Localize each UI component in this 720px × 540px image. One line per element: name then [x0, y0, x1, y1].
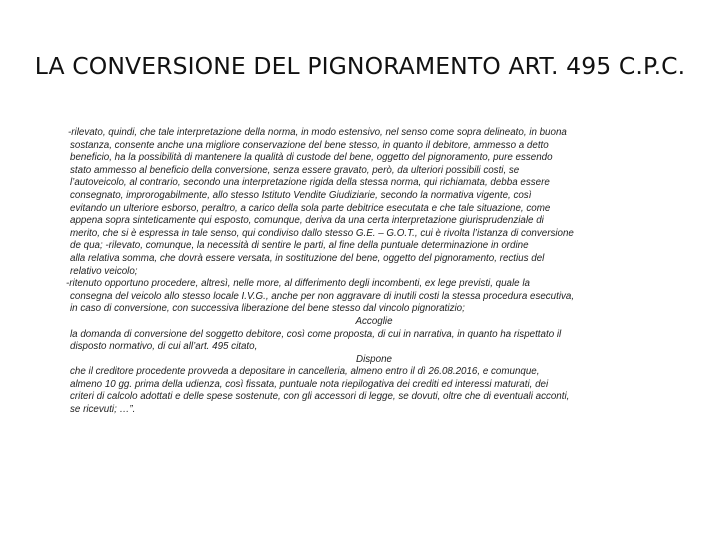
body-line: stato ammesso al beneficio della conversione, senza essere gravato, però, da ulteriori possibili costi, se: [70, 164, 520, 176]
body-line: -ritenuto opportuno procedere, altresì, nelle more, al differimento degli incombenti, ex lege previsti, quale la: [66, 278, 530, 290]
body-line: -rilevato, quindi, che tale interpretazione della norma, in modo estensivo, nel senso come sopra delineato, in buona: [68, 127, 567, 138]
body-line: Accoglie: [355, 315, 393, 327]
body-line: alla relativa somma, che dovrà essere versata, in sostituzione del bene, oggetto del pignoramento, rectius del: [70, 252, 545, 264]
body-line: appena sopra sinteticamente qui esposto, comunque, deriva da una certa interpretazione giurisprudenziale di: [70, 215, 544, 227]
body-line: evitando un ulteriore esborso, peraltro, a carico della sola parte debitrice esecutata e che tale situazione, come: [70, 202, 551, 214]
body-line: relativo veicolo;: [70, 265, 138, 277]
body-line: se ricevuti; …”.: [70, 404, 136, 416]
body-line: consegnato, improrogabilmente, allo stesso Istituto Vendite Giudiziarie, secondo la normativa vigente, così: [70, 189, 532, 201]
slide-body-text: [68, 127, 680, 417]
body-line: de qua; -rilevato, comunque, la necessità di sentire le parti, al fine della puntuale determinazione in ordine: [70, 240, 529, 252]
body-line: merito, che si è espressa in tale senso, qui condiviso dallo stesso G.E. – G.O.T., cui è rivolta l’istanza di conversione: [70, 227, 574, 239]
body-line: in caso di conversione, con successiva liberazione del bene stesso dal vincolo pignoratizio;: [70, 303, 465, 315]
body-line: sostanza, consente anche una migliore conservazione del bene stesso, in quanto il debitore, ammesso a detto: [70, 139, 549, 151]
body-line: disposto normativo, di cui all’art. 495 citato,: [70, 341, 258, 353]
body-line: la domanda di conversione del soggetto debitore, così come proposta, di cui in narrativa, in quanto ha rispettato il: [70, 328, 562, 340]
body-line: che il creditore procedente provveda a depositare in cancelleria, almeno entro il dì 26.08.2016, e comunque,: [70, 366, 540, 378]
body-line: beneficio, ha la possibilità di mantenere la qualità di custode del bene, oggetto del pignoramento, pure essendo: [70, 152, 553, 164]
body-line: criteri di calcolo adottati e delle spese sostenute, con gli accessori di legge, se dovuti, oltre che di eventuali acconti,: [70, 391, 570, 403]
body-line: Dispone: [356, 353, 392, 365]
body-line: almeno 10 gg. prima della udienza, così fissata, puntuale nota riepilogativa dei crediti ed interessi maturati, dei: [70, 378, 549, 390]
slide-title: LA CONVERSIONE DEL PIGNORAMENTO ART. 495 C.P.C.: [34, 52, 686, 80]
body-line: l’autoveicolo, al contrario, secondo una interpretazione rigida della stessa norma, qui richiamata, debba essere: [70, 177, 550, 189]
body-line: consegna del veicolo allo stesso locale I.V.G., anche per non aggravare di inutili costi la stessa procedura esecutiva,: [70, 290, 575, 302]
